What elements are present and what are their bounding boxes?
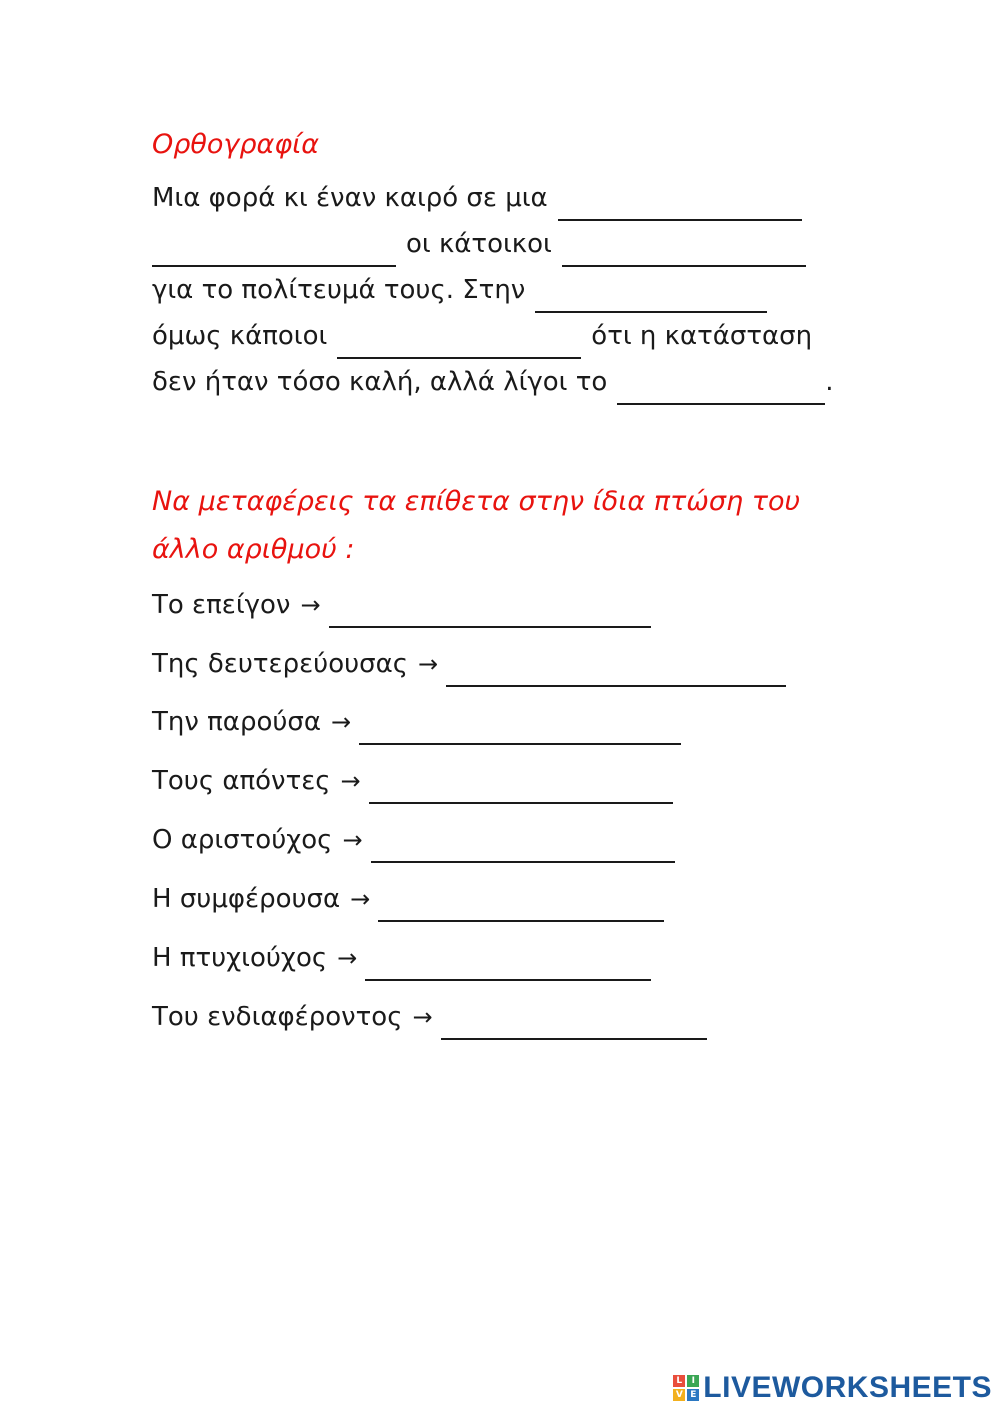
- line-text: για το πολίτευμά τους. Στην: [152, 275, 526, 305]
- logo-blocks-icon: [673, 1375, 699, 1401]
- logo-block: V: [673, 1389, 685, 1401]
- spelling-line-5: [152, 367, 834, 401]
- adjective-row-6: [152, 884, 664, 918]
- adjective-answer-7[interactable]: [365, 953, 651, 981]
- adjectives-heading: Να μεταφέρεις τα επίθετα στην ίδια πτώση του άλλο αριθμού :: [152, 486, 801, 565]
- arrow-right-icon: →: [412, 1003, 433, 1031]
- adjective-row-3: [152, 707, 681, 741]
- adjective-answer-4[interactable]: [369, 776, 673, 804]
- adjective-label: Της δευτερεύουσας: [152, 649, 409, 679]
- answer-field-1[interactable]: [558, 193, 802, 221]
- adjective-label: Ο αριστούχος: [152, 825, 333, 855]
- arrow-right-icon: →: [331, 708, 352, 736]
- arrow-right-icon: →: [350, 885, 371, 913]
- logo-block: L: [673, 1375, 685, 1387]
- adjective-answer-1[interactable]: [329, 600, 651, 628]
- spelling-heading: Ορθογραφία: [152, 129, 320, 160]
- arrow-right-icon: →: [337, 944, 358, 972]
- answer-field-5[interactable]: [337, 331, 581, 359]
- adjective-label: Του ενδιαφέροντος: [152, 1002, 403, 1032]
- line-text: δεν ήταν τόσο καλή, αλλά λίγοι το: [152, 367, 608, 397]
- arrow-right-icon: →: [342, 826, 363, 854]
- adjective-label: Η συμφέρουσα: [152, 884, 341, 914]
- answer-field-3[interactable]: [562, 239, 806, 267]
- adjective-answer-6[interactable]: [378, 894, 664, 922]
- adjective-row-5: [152, 825, 675, 859]
- spelling-line-2: [152, 229, 806, 263]
- brand-name: LIVEWORKSHEETS: [703, 1371, 992, 1404]
- line-text: Μια φορά κι έναν καιρό σε μια: [152, 183, 548, 213]
- answer-field-2[interactable]: [152, 239, 396, 267]
- adjective-label: Τους απόντες: [152, 766, 331, 796]
- adjective-row-4: [152, 766, 673, 800]
- adjective-answer-2[interactable]: [446, 659, 786, 687]
- spelling-line-4: [152, 321, 812, 355]
- line-period: .: [825, 367, 834, 397]
- adjective-row-7: [152, 943, 651, 977]
- arrow-right-icon: →: [300, 591, 321, 619]
- logo-block: E: [687, 1389, 699, 1401]
- arrow-right-icon: →: [340, 767, 361, 795]
- spelling-line-3: [152, 275, 767, 309]
- adjective-row-8: [152, 1002, 707, 1036]
- adjective-label: Την παρούσα: [152, 707, 322, 737]
- adjective-label: Η πτυχιούχος: [152, 943, 328, 973]
- answer-field-4[interactable]: [535, 285, 767, 313]
- adjective-answer-8[interactable]: [441, 1012, 707, 1040]
- line-text: οι κάτοικοι: [406, 229, 552, 259]
- spelling-line-1: [152, 183, 802, 217]
- adjective-row-1: [152, 590, 651, 624]
- logo-block: I: [687, 1375, 699, 1387]
- adjective-answer-5[interactable]: [371, 835, 675, 863]
- adjective-label: Το επείγον: [152, 590, 291, 620]
- line-text: όμως κάποιοι: [152, 321, 328, 351]
- answer-field-6[interactable]: [617, 377, 825, 405]
- adjective-row-2: [152, 649, 786, 683]
- line-text: ότι η κατάσταση: [591, 321, 813, 351]
- arrow-right-icon: →: [418, 650, 439, 678]
- adjective-answer-3[interactable]: [359, 717, 681, 745]
- liveworksheets-logo: [673, 1371, 992, 1405]
